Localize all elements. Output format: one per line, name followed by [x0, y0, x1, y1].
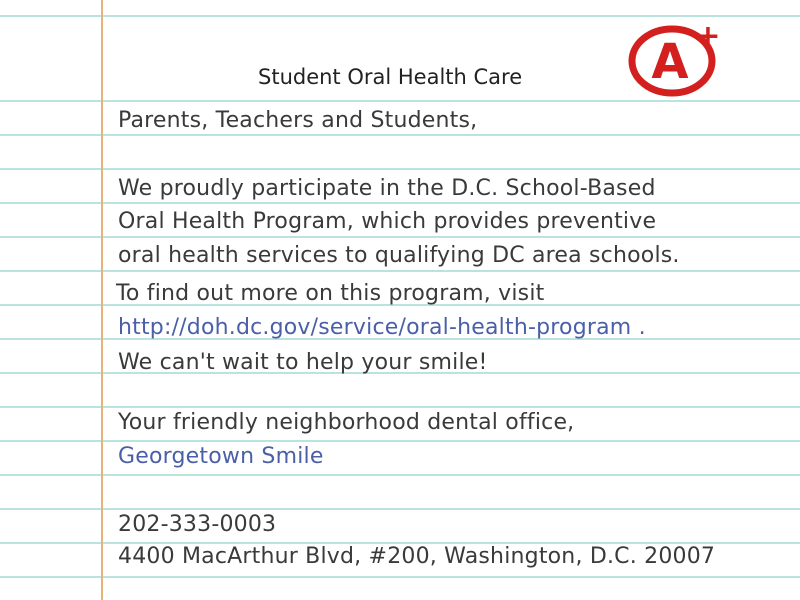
ruled-line — [0, 406, 800, 408]
address: 4400 MacArthur Blvd, #200, Washington, D.C. 20007 — [118, 544, 716, 569]
link-suffix: . — [631, 315, 646, 340]
margin-line — [101, 0, 103, 600]
ruled-line — [0, 100, 800, 102]
ruled-line — [0, 474, 800, 476]
phone-number: 202-333-0003 — [118, 512, 277, 537]
page-title: Student Oral Health Care — [258, 65, 523, 89]
closing-line: We can't wait to help your smile! — [118, 350, 488, 375]
badge-grade: A — [651, 34, 689, 90]
program-link[interactable]: http://doh.dc.gov/service/oral-health-program — [118, 315, 632, 340]
ruled-line — [0, 168, 800, 170]
ruled-line — [0, 236, 800, 238]
ruled-line — [0, 134, 800, 136]
badge-modifier: + — [695, 19, 721, 54]
a-plus-grade-icon — [626, 14, 730, 98]
body-line: We proudly participate in the D.C. School-Based — [118, 176, 656, 201]
body-line: To find out more on this program, visit — [116, 281, 545, 306]
ruled-line — [0, 270, 800, 272]
ruled-line — [0, 440, 800, 442]
office-name: Georgetown Smile — [118, 444, 324, 469]
body-line: oral health services to qualifying DC area schools. — [118, 243, 680, 268]
signoff: Your friendly neighborhood dental office, — [118, 410, 575, 435]
greeting: Parents, Teachers and Students, — [118, 108, 478, 133]
ruled-line — [0, 508, 800, 510]
ruled-line — [0, 202, 800, 204]
ruled-line — [0, 576, 800, 578]
link-line — [118, 315, 646, 340]
body-line: Oral Health Program, which provides preventive — [118, 209, 657, 234]
